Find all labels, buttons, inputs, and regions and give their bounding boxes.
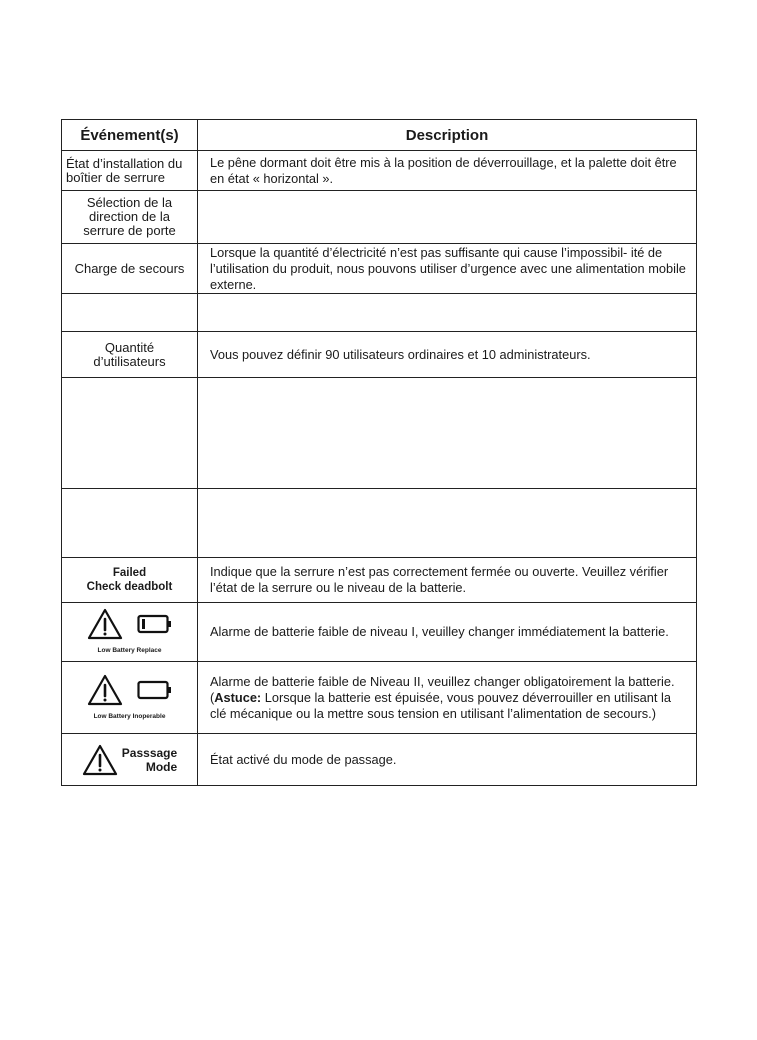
description-column-header: Description bbox=[198, 120, 697, 151]
event-cell bbox=[62, 558, 198, 603]
table-header-row bbox=[62, 120, 697, 151]
tip-label: Astuce: bbox=[214, 689, 262, 705]
event-cell: Charge de secours bbox=[62, 244, 198, 294]
description-cell: Le pêne dormant doit être mis à la position de déverrouillage, et la palette doit être en état « horizontal ». bbox=[198, 151, 697, 191]
event-cell bbox=[62, 603, 198, 662]
table-row bbox=[62, 662, 697, 734]
low-battery-icon bbox=[137, 614, 173, 634]
passage-label: Passsage bbox=[121, 745, 178, 760]
description-text: Alarme de batterie faible de Niveau II, veuillez changer obligatoirement la batterie. ( bbox=[210, 673, 675, 705]
check-deadbolt-label: Check deadbolt bbox=[86, 581, 173, 593]
event-column-header: Événement(s) bbox=[62, 120, 198, 151]
description-cell: Indique que la serrure n’est pas correctement fermée ou ouverte. Veuillez vérifier l’état de la serrure ou le niveau de la batterie. bbox=[198, 558, 697, 603]
failed-label: Failed bbox=[112, 567, 147, 579]
table-row bbox=[62, 151, 697, 191]
table-row bbox=[62, 244, 697, 294]
event-cell bbox=[62, 734, 198, 786]
description-cell: Lorsque la quantité d’électricité n’est pas suffisante qui cause l’impossibil- ité de l’utilisation du produit, nous pouvons utiliser d’urgence avec une alimentation mobile externe. bbox=[198, 244, 697, 294]
table-row bbox=[62, 378, 697, 489]
table-row bbox=[62, 489, 697, 558]
description-cell: Vous pouvez définir 90 utilisateurs ordinaires et 10 administrateurs. bbox=[198, 332, 697, 378]
empty-battery-icon bbox=[137, 680, 173, 700]
mode-label: Mode bbox=[145, 759, 178, 774]
event-cell bbox=[62, 662, 198, 734]
description-cell bbox=[198, 489, 697, 558]
description-cell: Alarme de batterie faible de niveau I, veuilley changer immédiatement la batterie. bbox=[198, 603, 697, 662]
event-cell bbox=[62, 489, 198, 558]
description-cell bbox=[198, 662, 697, 734]
events-table bbox=[61, 119, 697, 786]
description-cell bbox=[198, 294, 697, 332]
event-cell bbox=[62, 378, 198, 489]
low-battery-inoperable-caption: Low Battery Inoperable bbox=[93, 712, 166, 720]
description-cell: État activé du mode de passage. bbox=[198, 734, 697, 786]
table-row bbox=[62, 734, 697, 786]
description-cell bbox=[198, 378, 697, 489]
warning-triangle-icon bbox=[87, 608, 123, 640]
event-cell: État d’installation du boîtier de serrure bbox=[62, 151, 198, 191]
warning-triangle-icon bbox=[87, 674, 123, 706]
table-row bbox=[62, 603, 697, 662]
event-cell bbox=[62, 294, 198, 332]
event-cell: Sélection de la direction de la serrure de porte bbox=[62, 191, 198, 244]
table-row bbox=[62, 332, 697, 378]
table-row bbox=[62, 558, 697, 603]
low-battery-replace-caption: Low Battery Replace bbox=[97, 647, 162, 654]
warning-triangle-icon bbox=[82, 744, 118, 776]
event-cell: Quantité d’utilisateurs bbox=[62, 332, 198, 378]
description-cell bbox=[198, 191, 697, 244]
table-row bbox=[62, 294, 697, 332]
table-row bbox=[62, 191, 697, 244]
description-text: Lorsque la batterie est épuisée, vous pouvez déverrouiller en utilisant la clé mécanique ou la mettre sous tension en utilisant l’alimentation de secours.) bbox=[210, 689, 671, 721]
